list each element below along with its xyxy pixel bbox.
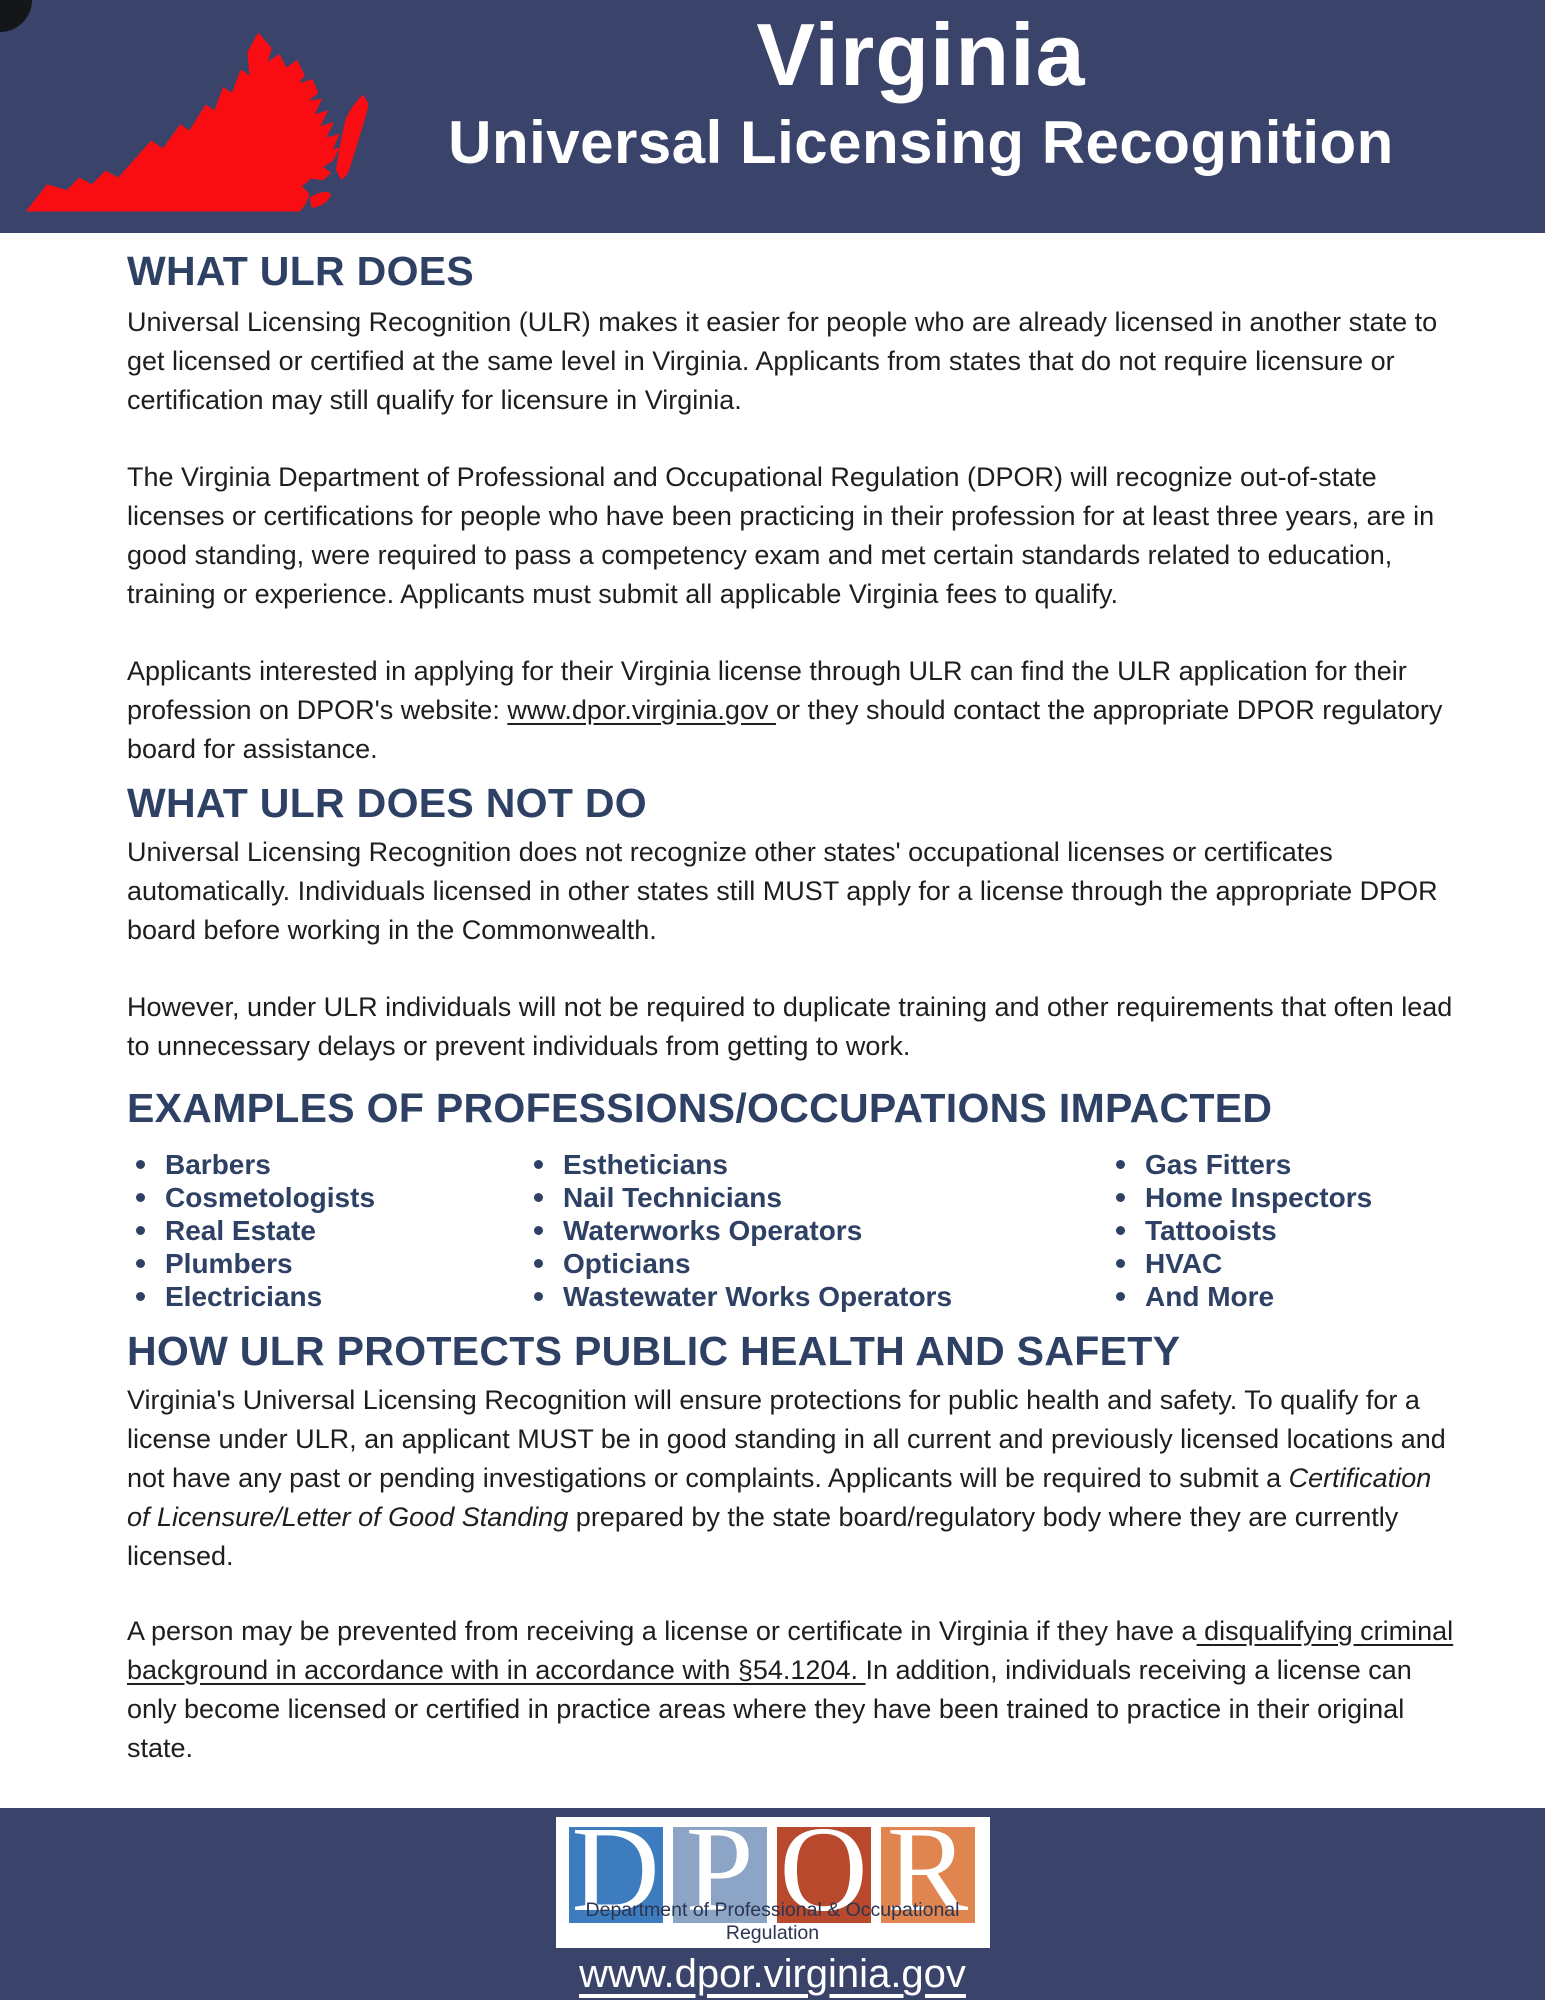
paragraph-ulr-does-3 bbox=[127, 652, 1457, 769]
dpor-logo-caption: Department of Professional & Occupational Regulation bbox=[585, 1899, 960, 1944]
logo-letter-p: P bbox=[685, 1802, 754, 1937]
profession-item: Electricians bbox=[127, 1280, 525, 1313]
text-segment: Virginia's Universal Licensing Recognition will ensure protections for public health and safety. To qualify for a license under ULR, an applicant MUST be in good standing in all current and previously licensed locations and not have any past or pending investigations or complaints. Applicants will be required to submit a bbox=[127, 1385, 1446, 1493]
paragraph-not-do-2 bbox=[127, 988, 1457, 1066]
text-segment: Certification of Licensure/Letter of Good Standing bbox=[127, 1463, 1432, 1532]
logo-letter-o: O bbox=[779, 1802, 868, 1937]
text-segment: Universal Licensing Recognition does not recognize other states' occupational licenses or certificates automatically. Individuals licensed in other states still MUST apply for a license through the appropriate DPOR board before working in the Commonwealth. bbox=[127, 837, 1438, 945]
professions-column-2 bbox=[525, 1148, 1107, 1313]
logo-letter-r: R bbox=[886, 1802, 969, 1937]
text-segment: A person may be prevented from receiving a license or certificate in Virginia if they have a bbox=[127, 1616, 1197, 1646]
profession-item: Tattooists bbox=[1107, 1214, 1457, 1247]
text-segment: However, under ULR individuals will not be required to duplicate training and other requirements that often lead to unnecessary delays or prevent individuals from getting to work. bbox=[127, 992, 1453, 1061]
profession-item: Barbers bbox=[127, 1148, 525, 1181]
text-segment: Universal Licensing Recognition (ULR) makes it easier for people who are already licensed in another state to get licensed or certified at the same level in Virginia. Applicants from states that do not require licensure or certification may still qualify for licensure in Virginia. bbox=[127, 307, 1438, 415]
paragraph-health-safety-2 bbox=[127, 1612, 1457, 1768]
footer-bar bbox=[0, 1802, 1545, 2000]
professions-column-1 bbox=[127, 1148, 525, 1313]
paragraph-ulr-does-2 bbox=[127, 458, 1457, 614]
section-heading-health-safety: HOW ULR PROTECTS PUBLIC HEALTH AND SAFETY bbox=[127, 1328, 1181, 1374]
profession-item: Home Inspectors bbox=[1107, 1181, 1457, 1214]
paragraph-ulr-does-1 bbox=[127, 303, 1457, 420]
inline-link[interactable]: www.dpor.virginia.gov bbox=[507, 695, 776, 725]
text-segment: In addition, individuals receiving a license can only become licensed or certified in practice areas where they have been trained to practice in their original state. bbox=[127, 1655, 1412, 1763]
profession-item: Opticians bbox=[525, 1247, 1107, 1280]
header-banner bbox=[0, 0, 1545, 233]
professions-column-3 bbox=[1107, 1148, 1457, 1313]
profession-item: And More bbox=[1107, 1280, 1457, 1313]
section-heading-what-ulr-does-not-do: WHAT ULR DOES NOT DO bbox=[127, 780, 647, 826]
professions-columns bbox=[127, 1148, 1457, 1313]
text-segment: prepared by the state board/regulatory body where they are currently licensed. bbox=[127, 1502, 1399, 1571]
paragraph-not-do-1 bbox=[127, 833, 1457, 950]
document-body bbox=[127, 233, 1457, 1803]
profession-item: Waterworks Operators bbox=[525, 1214, 1107, 1247]
page-subtitle: Universal Licensing Recognition bbox=[448, 109, 1394, 176]
logo-letter-d: D bbox=[571, 1802, 660, 1937]
text-segment: disqualifying criminal background in accordance with in accordance with §54.1204. bbox=[127, 1616, 1454, 1685]
profession-item: Wastewater Works Operators bbox=[525, 1280, 1107, 1313]
paragraph-health-safety-1 bbox=[127, 1381, 1457, 1576]
text-segment: Applicants interested in applying for their Virginia license through ULR can find the ULR application for their profession on DPOR's website: bbox=[127, 656, 1407, 725]
header-title-block bbox=[315, 4, 1527, 180]
profession-item: Cosmetologists bbox=[127, 1181, 525, 1214]
dpor-logo bbox=[556, 1802, 990, 1948]
profession-item: Estheticians bbox=[525, 1148, 1107, 1181]
page-title: Virginia bbox=[756, 5, 1086, 104]
profession-item: Plumbers bbox=[127, 1247, 525, 1280]
text-segment: The Virginia Department of Professional and Occupational Regulation (DPOR) will recognize out-of-state licenses or certifications for people who have been practicing in their profession for at least three years, are in good standing, were required to pass a competency exam and met certain standards related to education, training or experience. Applicants must submit all applicable Virginia fees to qualify. bbox=[127, 462, 1435, 609]
profession-item: Nail Technicians bbox=[525, 1181, 1107, 1214]
text-segment: or they should contact the appropriate DPOR regulatory board for assistance. bbox=[127, 695, 1443, 764]
footer-website-link[interactable]: www.dpor.virginia.gov bbox=[579, 1952, 966, 1996]
profession-item: Real Estate bbox=[127, 1214, 525, 1247]
profession-item: HVAC bbox=[1107, 1247, 1457, 1280]
profession-item: Gas Fitters bbox=[1107, 1148, 1457, 1181]
section-heading-examples: EXAMPLES OF PROFESSIONS/OCCUPATIONS IMPACTED bbox=[127, 1085, 1273, 1131]
section-heading-what-ulr-does: WHAT ULR DOES bbox=[127, 248, 475, 294]
